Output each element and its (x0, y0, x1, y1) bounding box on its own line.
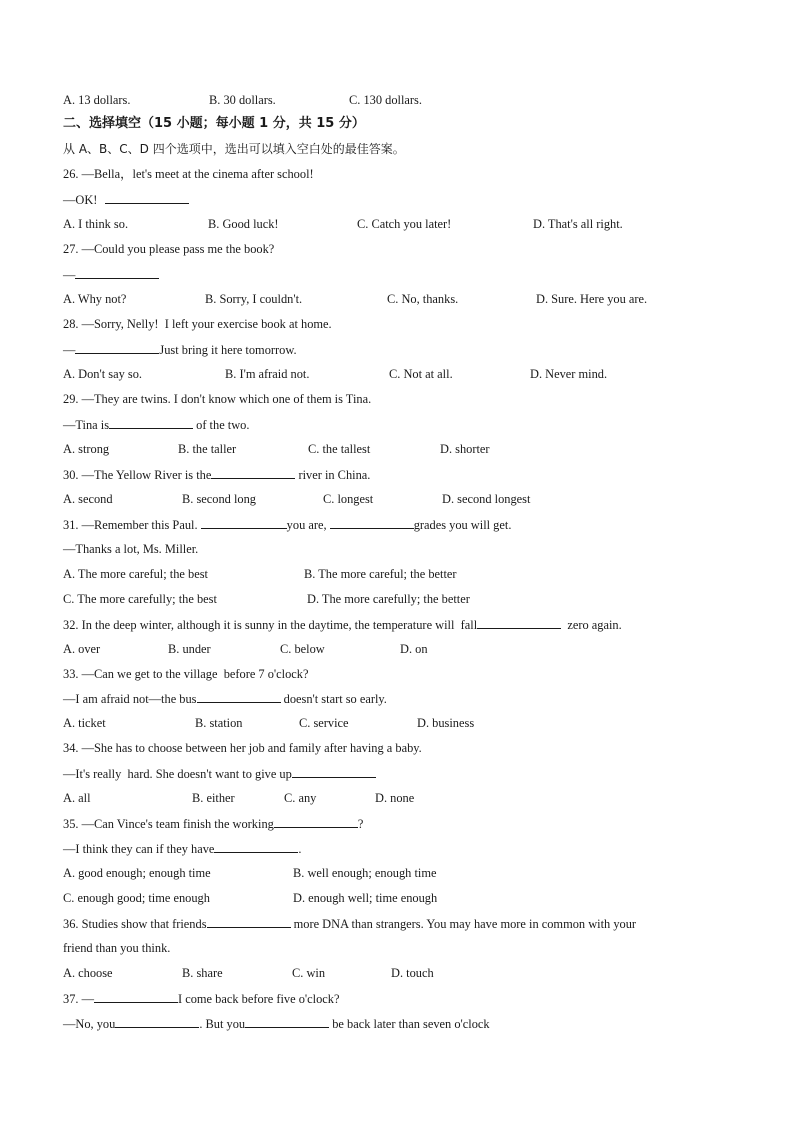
q26-option-d: D. That's all right. (533, 217, 623, 231)
q25-option-b: B. 30 dollars. (209, 93, 276, 107)
answer-blank[interactable] (330, 516, 414, 529)
q35-text-b: ? (357, 817, 364, 831)
q28-option-b: B. I'm afraid not. (225, 367, 310, 381)
section-title: 二、选择填空（15 小题；每小题 1 分，共 15 分） (63, 116, 365, 131)
q27-line-2 (63, 266, 159, 283)
q31-option-a: A. The more careful; the best (63, 567, 208, 581)
q36-option-c: C. win (292, 966, 326, 980)
q33-line-1: 33. —Can we get to the village before 7 o'clock? (63, 667, 309, 681)
q29-line-2 (63, 416, 249, 433)
answer-blank[interactable] (75, 266, 159, 279)
q27-line-1: 27. —Could you please pass me the book? (63, 242, 275, 256)
q32-option-b: B. under (168, 642, 211, 656)
q28-line-1: 28. —Sorry, Nelly! I left your exercise book at home. (63, 317, 332, 331)
q37-text-d: . But you (199, 1017, 246, 1031)
q34-option-d: D. none (375, 791, 415, 805)
q37-text-b: I come back before five o'clock? (177, 992, 340, 1006)
q34-line-2 (63, 765, 376, 782)
q34-line-1: 34. —She has to choose between her job and family after having a baby. (63, 741, 422, 755)
q29-option-a: A. strong (63, 442, 110, 456)
q29-text-a: —Tina is (63, 418, 110, 432)
q28-line-2 (63, 341, 297, 358)
q35-line-2 (63, 840, 302, 857)
q35-option-d: D. enough well; time enough (293, 891, 438, 905)
q30-text-a: 30. —The Yellow River is the (63, 468, 212, 482)
q34-text: —It's really hard. She doesn't want to give up (63, 767, 292, 781)
q33-option-a: A. ticket (63, 716, 106, 730)
q33-option-b: B. station (195, 716, 243, 730)
q36-option-a: A. choose (63, 966, 113, 980)
answer-blank[interactable] (115, 1015, 199, 1028)
q25-option-a: A. 13 dollars. (63, 93, 131, 107)
q36-line-2: friend than you think. (63, 941, 171, 955)
q31-option-d: D. The more carefully; the better (307, 592, 470, 606)
q35-text-a: 35. —Can Vince's team finish the working (63, 817, 274, 831)
q28-text-b: Just bring it here tomorrow. (159, 343, 297, 357)
q26-line-1: 26. —Bella，let's meet at the cinema after school! (63, 167, 314, 181)
q33-text-a: —I am afraid not—the bus (63, 692, 197, 706)
q26-option-a: A. I think so. (63, 217, 129, 231)
q33-line-2 (63, 690, 387, 707)
q35-text-c: —I think they can if they have (63, 842, 215, 856)
q33-option-c: C. service (299, 716, 349, 730)
q31-option-c: C. The more carefully; the best (63, 592, 217, 606)
q28-option-c: C. Not at all. (389, 367, 453, 381)
q31-option-b: B. The more careful; the better (304, 567, 457, 581)
q26-option-c: C. Catch you later! (357, 217, 452, 231)
q37-line-2 (63, 1015, 490, 1032)
q27-option-a: A. Why not? (63, 292, 127, 306)
q28-text-a: — (63, 343, 76, 357)
q32-option-a: A. over (63, 642, 101, 656)
q31-text-b: you are, (286, 518, 330, 532)
q37-text-e: be back later than seven o'clock (332, 1017, 490, 1031)
q31-line-1 (63, 516, 511, 533)
answer-blank[interactable] (207, 915, 291, 928)
q36-text-b: more DNA than strangers. You may have more in common with your (293, 917, 637, 931)
q25-option-c: C. 130 dollars. (349, 93, 422, 107)
q29-option-d: D. shorter (440, 442, 490, 456)
answer-blank[interactable] (477, 616, 561, 629)
q27-option-c: C. No, thanks. (387, 292, 459, 306)
q27-option-d: D. Sure. Here you are. (536, 292, 648, 306)
q34-option-c: C. any (284, 791, 317, 805)
q31-text-a: 31. —Remember this Paul. (63, 518, 201, 532)
answer-blank[interactable] (94, 990, 178, 1003)
q35-line-1 (63, 815, 363, 832)
q29-text-b: of the two. (196, 418, 250, 432)
q30-option-c: C. longest (323, 492, 374, 506)
q32-option-d: D. on (400, 642, 428, 656)
answer-blank[interactable] (274, 815, 358, 828)
q35-option-c: C. enough good; time enough (63, 891, 210, 905)
q26-text: —OK! (63, 193, 101, 207)
q29-option-b: B. the taller (178, 442, 237, 456)
q27-option-b: B. Sorry, I couldn't. (205, 292, 303, 306)
q36-option-d: D. touch (391, 966, 434, 980)
answer-blank[interactable] (197, 690, 281, 703)
answer-blank[interactable] (214, 840, 298, 853)
q30-option-d: D. second longest (442, 492, 531, 506)
answer-blank[interactable] (109, 416, 193, 429)
answer-blank[interactable] (201, 516, 287, 529)
q36-line-1 (63, 915, 636, 932)
q29-line-1: 29. —They are twins. I don't know which one of them is Tina. (63, 392, 372, 406)
q32-line-1 (63, 616, 622, 633)
q29-option-c: C. the tallest (308, 442, 371, 456)
q30-option-a: A. second (63, 492, 113, 506)
q31-text-c: grades you will get. (413, 518, 512, 532)
q31-line-2: —Thanks a lot, Ms. Miller. (63, 542, 199, 556)
q37-text-c: —No, you (63, 1017, 116, 1031)
q32-option-c: C. below (280, 642, 325, 656)
section-instruction: 从 A、B、C、D 四个选项中，选出可以填入空白处的最佳答案。 (63, 142, 405, 156)
q26-option-b: B. Good luck! (208, 217, 279, 231)
q35-text-d: . (298, 842, 302, 856)
q36-option-b: B. share (182, 966, 223, 980)
q37-text-a: 37. — (63, 992, 94, 1006)
answer-blank[interactable] (105, 191, 189, 204)
q27-text: — (63, 268, 76, 282)
q34-option-a: A. all (63, 791, 91, 805)
q30-line-1 (63, 466, 370, 483)
q28-option-d: D. Never mind. (530, 367, 608, 381)
q30-option-b: B. second long (182, 492, 256, 506)
q33-text-b: doesn't start so early. (283, 692, 387, 706)
q26-line-2 (63, 191, 189, 208)
q32-text-b: zero again. (567, 618, 622, 632)
q36-text-a: 36. Studies show that friends (63, 917, 207, 931)
answer-blank[interactable] (211, 466, 295, 479)
q30-text-b: river in China. (298, 468, 371, 482)
answer-blank[interactable] (292, 765, 376, 778)
q28-option-a: A. Don't say so. (63, 367, 142, 381)
answer-blank[interactable] (245, 1015, 329, 1028)
q33-option-d: D. business (417, 716, 475, 730)
q35-option-a: A. good enough; enough time (63, 866, 211, 880)
q32-text-a: 32. In the deep winter, although it is sunny in the daytime, the temperature will fall (63, 618, 478, 632)
answer-blank[interactable] (75, 341, 159, 354)
q35-option-b: B. well enough; enough time (293, 866, 437, 880)
q34-option-b: B. either (192, 791, 235, 805)
q37-line-1 (63, 990, 340, 1007)
